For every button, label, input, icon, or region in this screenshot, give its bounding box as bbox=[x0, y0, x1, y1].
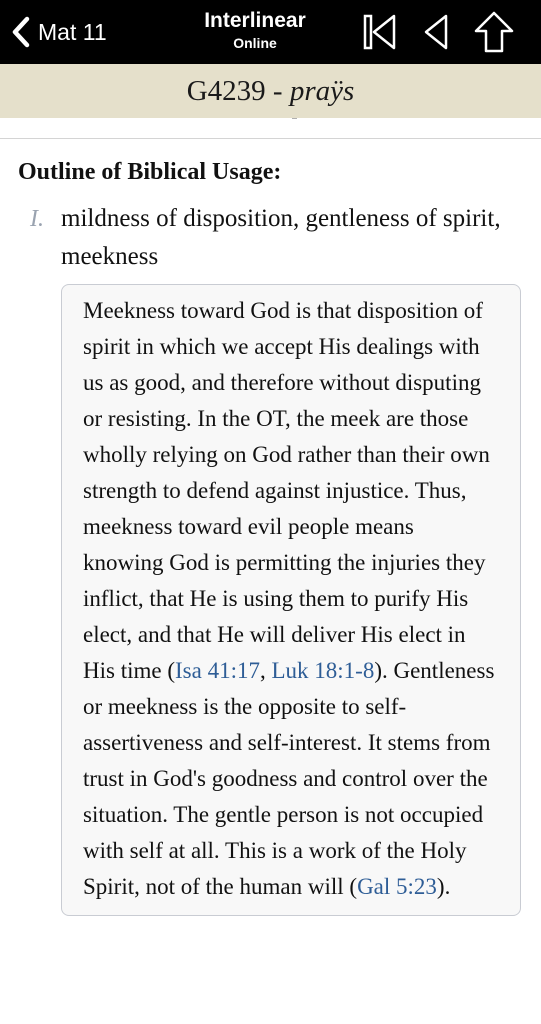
note-text: ). Gentleness or meekness is the opposite to self-assertiveness and self-interest. It stems from trust in God's goodness and control over the situation. The gentle person is not occupied with self at all. This is a work of the Holy Spirit, not of the human will ( bbox=[83, 658, 495, 899]
usage-note-box bbox=[61, 284, 521, 916]
scripture-link[interactable]: Luk 18:1-8 bbox=[271, 658, 375, 683]
word-header bbox=[0, 64, 541, 118]
previous-icon[interactable] bbox=[420, 10, 452, 54]
nav-title-group bbox=[190, 8, 320, 52]
header-divider bbox=[0, 118, 541, 139]
word-separator: - bbox=[265, 75, 290, 107]
skip-to-first-icon[interactable] bbox=[360, 10, 400, 54]
definition-content bbox=[0, 154, 541, 916]
navigation-bar bbox=[0, 0, 541, 64]
note-text: ). bbox=[436, 874, 451, 899]
outline-item-text: mildness of disposition, gentleness of spirit, meekness bbox=[61, 205, 501, 270]
outline-item-number: I. bbox=[30, 206, 44, 232]
section-title: Outline of Biblical Usage: bbox=[18, 159, 282, 185]
back-button-label: Mat 11 bbox=[38, 18, 107, 45]
chevron-left-icon bbox=[10, 16, 32, 48]
scripture-link[interactable]: Gal 5:23 bbox=[357, 874, 437, 899]
note-text: , bbox=[259, 658, 272, 683]
note-text: Meekness toward God is that disposition of spirit in which we accept His dealings with us as good, and therefore without disputing or resisting. In the OT, the meek are those wholly relying on God rather than their own strength to defend against injustice. Thus, meekness toward evil people means knowing God is permitting the injuries they inflict, that He is using them to purify His elect, and that He will deliver His elect in His time ( bbox=[83, 298, 490, 683]
nav-subtitle: Online bbox=[233, 35, 277, 51]
scripture-link[interactable]: Isa 41:17 bbox=[175, 658, 260, 683]
nav-title: Interlinear bbox=[204, 9, 306, 32]
up-arrow-icon[interactable] bbox=[472, 10, 516, 54]
outline-item bbox=[0, 200, 541, 916]
transliteration: praÿs bbox=[289, 75, 355, 107]
strongs-number: G4239 bbox=[186, 75, 266, 107]
scroll-indicator bbox=[292, 118, 297, 119]
back-button[interactable] bbox=[10, 14, 107, 50]
